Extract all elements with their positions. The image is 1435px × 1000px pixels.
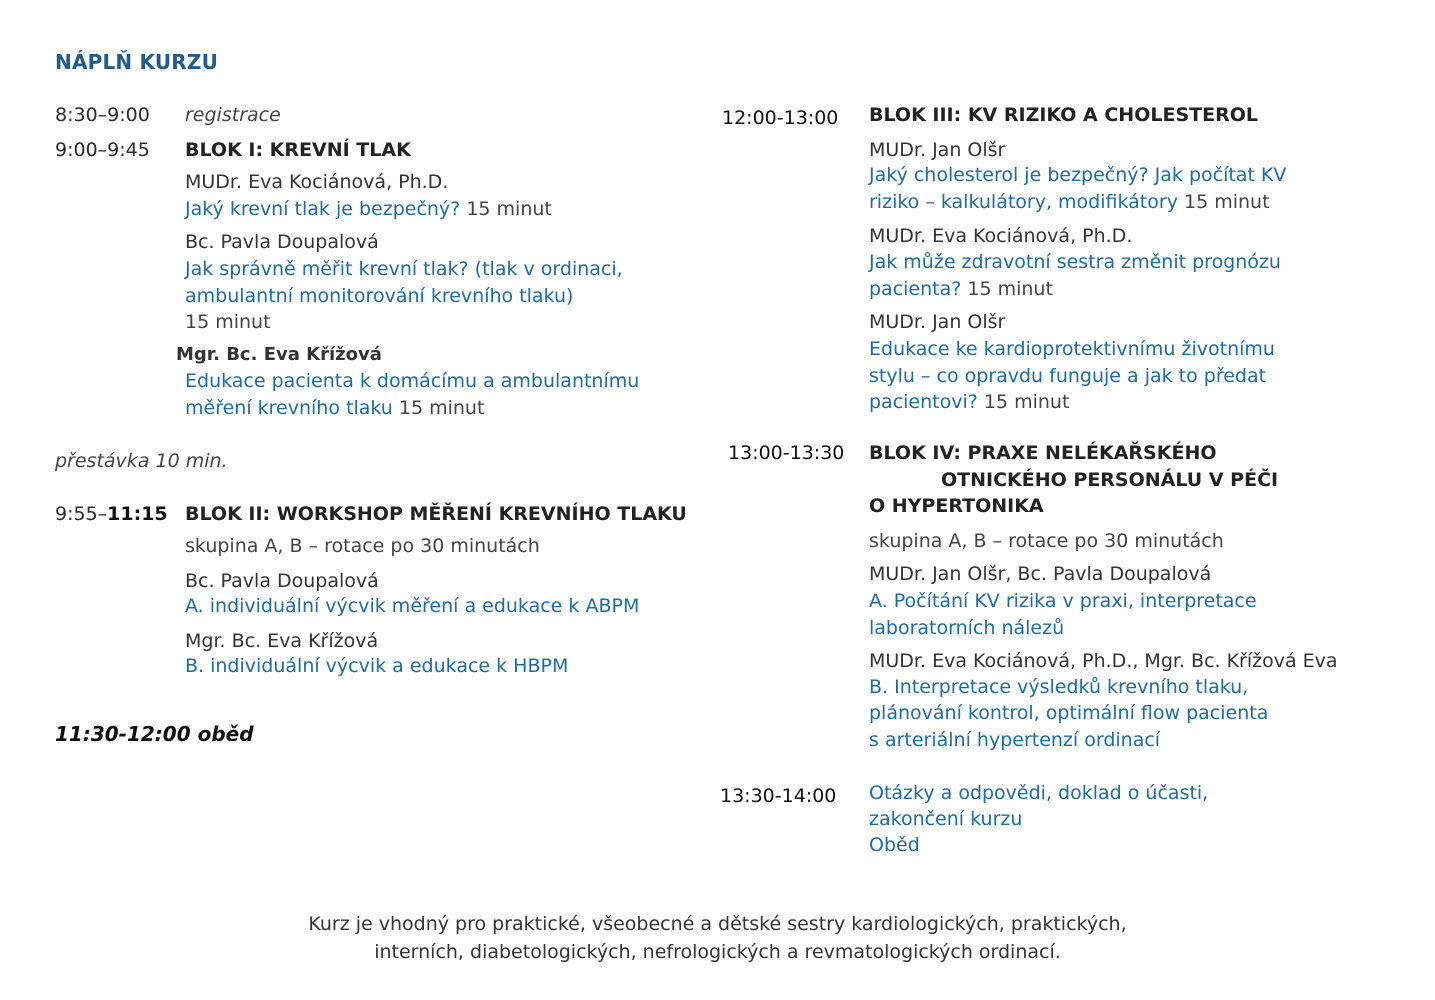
block4-title-line2: OTNICKÉHO PERSONÁLU V PÉČI [941, 469, 1279, 491]
block1-speaker-1: MUDr. Eva Kociánová, Ph.D. [185, 171, 449, 193]
block1-speaker-3: Mgr. Bc. Eva Křížová [176, 344, 382, 365]
block3-talk-1-line2: riziko – kalkulátory, modifikátory 15 minut [869, 191, 1270, 213]
closing-line2: zakončení kurzu [869, 808, 1023, 830]
block4-talk-1-line2: laboratorních nálezů [869, 617, 1065, 639]
block2-speaker-2: Mgr. Bc. Eva Křížová [185, 630, 379, 652]
block1-title: BLOK I: KREVNÍ TLAK [185, 139, 411, 161]
block4-title-line1: BLOK IV: PRAXE NELÉKAŘSKÉHO [869, 442, 1217, 464]
closing-time: 13:30-14:00 [720, 785, 837, 807]
block3-title: BLOK III: KV RIZIKO A CHOLESTEROL [869, 104, 1258, 126]
block3-talk-3-line3: pacientovi? 15 minut [869, 391, 1070, 413]
lunch-label: 11:30-12:00 oběd [55, 722, 254, 746]
registration-label: registrace [185, 104, 281, 126]
block1-talk-2-line1: Jak správně měřit krevní tlak? (tlak v ordinaci, [185, 258, 623, 280]
footer-line2: interních, diabetologických, nefrologických a revmatologických ordinací. [374, 941, 1061, 963]
block4-speaker-2: MUDr. Eva Kociánová, Ph.D., Mgr. Bc. Křížová Eva [869, 650, 1338, 672]
block2-time: 9:55–11:15 [55, 503, 168, 525]
block2-talk-1: A. individuální výcvik měření a edukace k ABPM [185, 595, 640, 617]
block3-speaker-2: MUDr. Eva Kociánová, Ph.D. [869, 225, 1133, 247]
block1-talk-2-duration: 15 minut [185, 311, 271, 333]
block1-talk-2-line2: ambulantní monitorování krevního tlaku) [185, 285, 574, 307]
block4-time: 13:00-13:30 [728, 442, 845, 464]
block3-talk-3-line1: Edukace ke kardioprotektivnímu životnímu [869, 338, 1275, 360]
block4-title-line3: O HYPERTONIKA [869, 495, 1044, 517]
break-label: přestávka 10 min. [55, 450, 228, 472]
block1-talk-3-line1: Edukace pacienta k domácímu a ambulantnímu [185, 370, 640, 392]
block4-talk-2-line2: plánování kontrol, optimální flow pacienta [869, 702, 1269, 724]
block3-talk-3-line2: stylu – co opravdu funguje a jak to předat [869, 365, 1267, 387]
registration-time: 8:30–9:00 [55, 104, 150, 126]
block3-speaker-3: MUDr. Jan Olšr [869, 311, 1006, 333]
page-title: NÁPLŇ KURZU [55, 50, 219, 74]
closing-line3: Oběd [869, 834, 920, 856]
footer-note [0, 910, 1435, 966]
closing-line1: Otázky a odpovědi, doklad o účasti, [869, 782, 1209, 804]
block1-talk-3-line2: měření krevního tlaku 15 minut [185, 397, 485, 419]
block2-group: skupina A, B – rotace po 30 minutách [185, 535, 540, 557]
block4-group: skupina A, B – rotace po 30 minutách [869, 530, 1224, 552]
footer-line1: Kurz je vhodný pro praktické, všeobecné a dětské sestry kardiologických, praktických, [308, 913, 1127, 935]
block4-talk-1-line1: A. Počítání KV rizika v praxi, interpretace [869, 590, 1257, 612]
block1-speaker-2: Bc. Pavla Doupalová [185, 231, 379, 253]
block1-time: 9:00–9:45 [55, 139, 150, 161]
block4-speaker-1: MUDr. Jan Olšr, Bc. Pavla Doupalová [869, 563, 1212, 585]
block3-speaker-1: MUDr. Jan Olšr [869, 139, 1006, 161]
block2-speaker-1: Bc. Pavla Doupalová [185, 570, 379, 592]
block3-talk-1-line1: Jaký cholesterol je bezpečný? Jak počítat KV [869, 164, 1287, 186]
block3-time: 12:00-13:00 [722, 107, 839, 129]
block3-talk-2-line1: Jak může zdravotní sestra změnit prognózu [869, 251, 1281, 273]
block2-title: BLOK II: WORKSHOP MĚŘENÍ KREVNÍHO TLAKU [185, 503, 687, 525]
block4-talk-2-line3: s arteriální hypertenzí ordinací [869, 729, 1161, 751]
block3-talk-2-line2: pacienta? 15 minut [869, 278, 1053, 300]
block4-talk-2-line1: B. Interpretace výsledků krevního tlaku, [869, 676, 1249, 698]
block2-talk-2: B. individuální výcvik a edukace k HBPM [185, 655, 569, 677]
block1-talk-1: Jaký krevní tlak je bezpečný? 15 minut [185, 198, 552, 220]
